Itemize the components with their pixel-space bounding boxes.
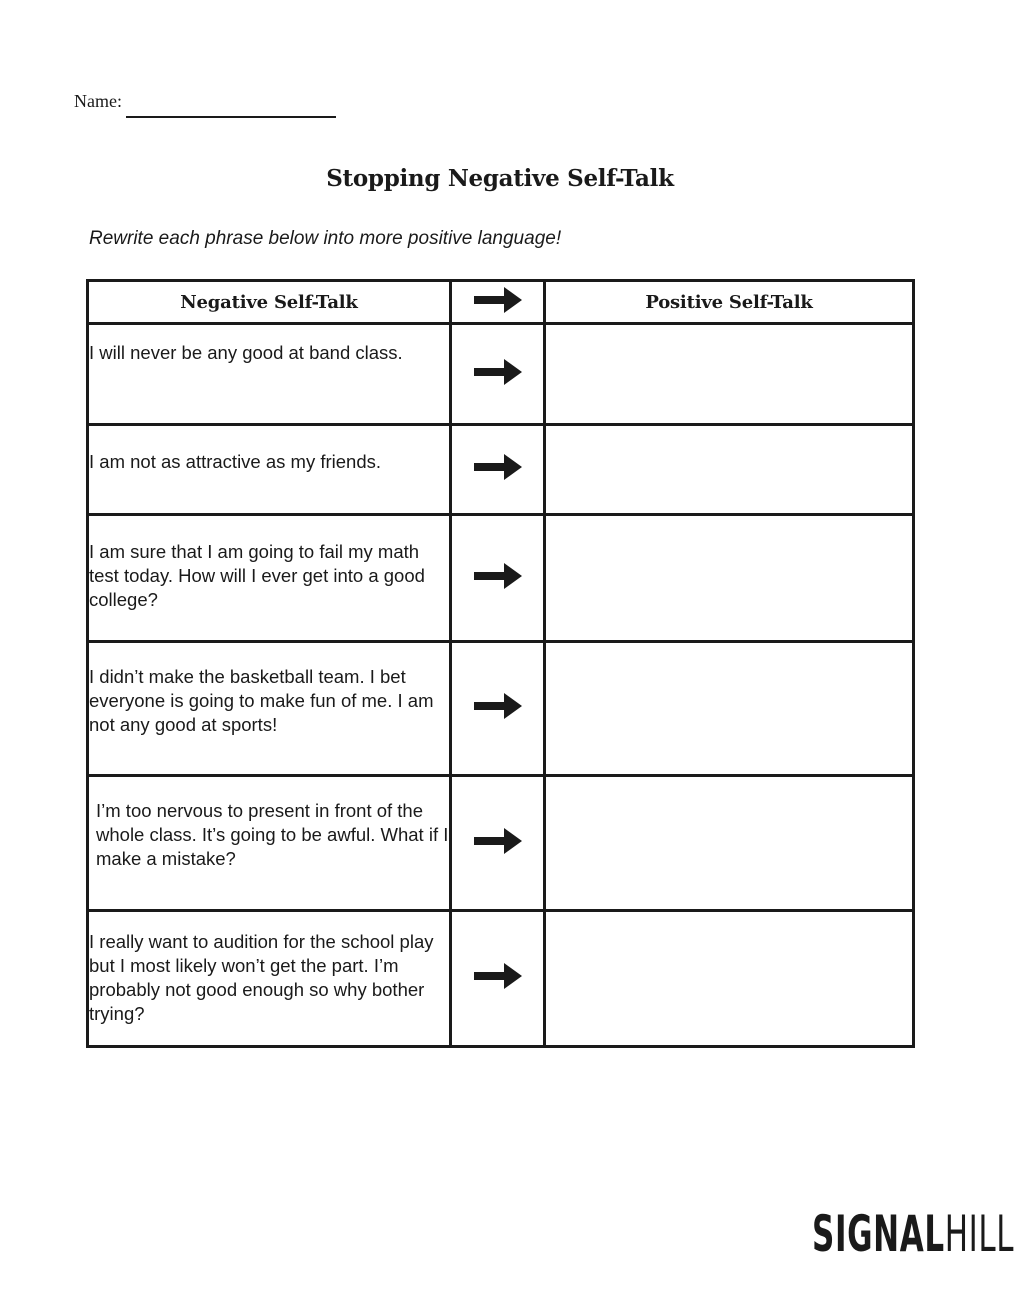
arrow-cell (451, 776, 545, 911)
instruction-text: Rewrite each phrase below into more positive language! (89, 228, 562, 249)
table-row (88, 911, 914, 1047)
positive-answer-cell[interactable] (545, 911, 914, 1047)
name-field (74, 90, 336, 120)
right-arrow-icon (474, 359, 522, 385)
name-input-line[interactable] (126, 94, 336, 118)
negative-statement: I really want to audition for the school play but I most likely won’t get the part. I’m probably not good enough so why bother trying? (88, 911, 451, 1047)
positive-answer-cell[interactable] (545, 515, 914, 642)
page-title: Stopping Negative Self-Talk (326, 165, 674, 192)
right-arrow-icon (474, 828, 522, 854)
table-row (88, 425, 914, 515)
right-arrow-icon (474, 287, 522, 313)
right-arrow-icon (474, 454, 522, 480)
table-row (88, 515, 914, 642)
arrow-cell (451, 425, 545, 515)
arrow-cell (451, 324, 545, 425)
positive-answer-cell[interactable] (545, 776, 914, 911)
table-row (88, 776, 914, 911)
right-arrow-icon (474, 693, 522, 719)
positive-answer-cell[interactable] (545, 642, 914, 776)
table-header-row (88, 281, 914, 324)
arrow-cell (451, 515, 545, 642)
positive-answer-cell[interactable] (545, 425, 914, 515)
right-arrow-icon (474, 963, 522, 989)
name-label: Name: (74, 91, 122, 111)
negative-statement: I’m too nervous to present in front of the whole class. It’s going to be awful. What if I make a mistake? (88, 776, 451, 911)
table-row (88, 642, 914, 776)
negative-statement: I will never be any good at band class. (88, 324, 451, 425)
signalhill-logo (812, 1205, 1014, 1263)
negative-statement: I am sure that I am going to fail my math test today. How will I ever get into a good college? (88, 515, 451, 642)
negative-header: Negative Self-Talk (88, 281, 451, 324)
self-talk-table (86, 279, 915, 1048)
right-arrow-icon (474, 563, 522, 589)
negative-statement: I am not as attractive as my friends. (88, 425, 451, 515)
positive-header: Positive Self-Talk (545, 281, 914, 324)
logo-part-hill: HILL (944, 1205, 1014, 1263)
table-row (88, 324, 914, 425)
arrow-cell (451, 911, 545, 1047)
arrow-header (451, 281, 545, 324)
positive-answer-cell[interactable] (545, 324, 914, 425)
arrow-cell (451, 642, 545, 776)
logo-part-signal: SIGNAL (812, 1205, 945, 1263)
negative-statement: I didn’t make the basketball team. I bet everyone is going to make fun of me. I am not any good at sports! (88, 642, 451, 776)
